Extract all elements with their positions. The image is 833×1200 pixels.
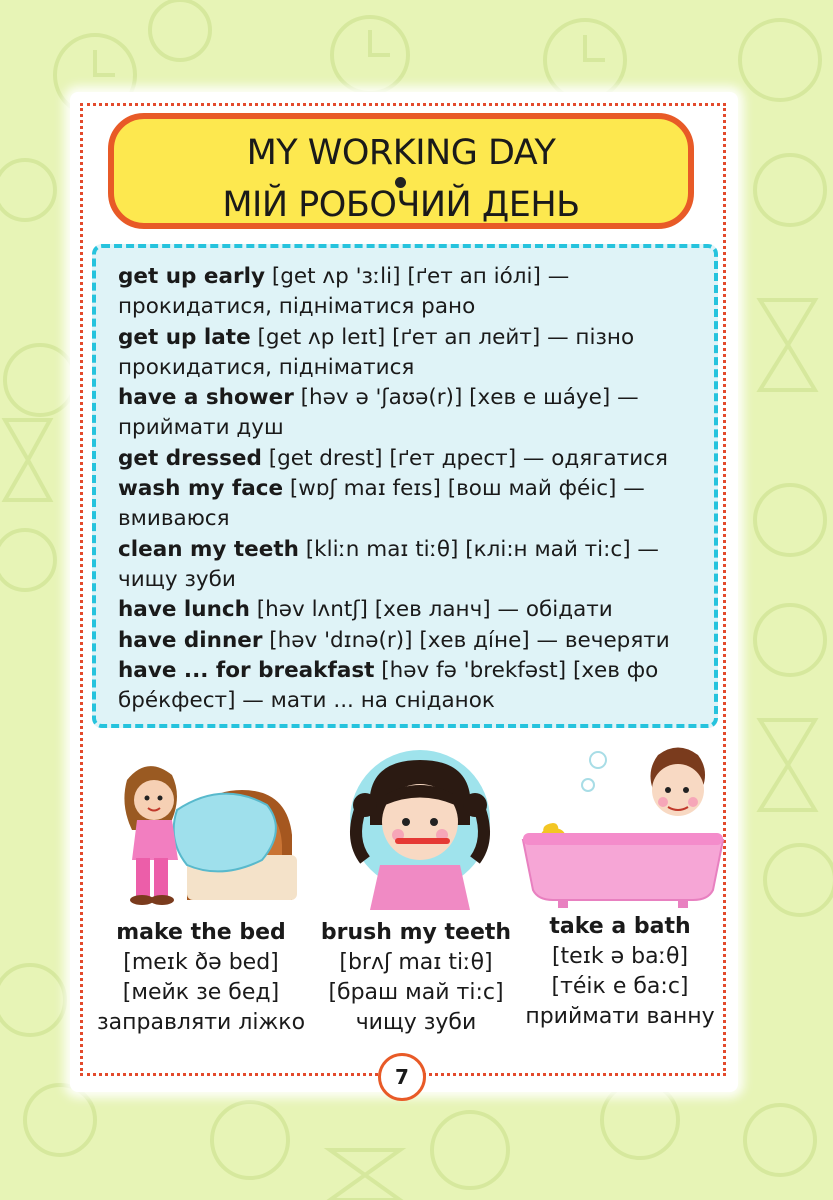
vocab-translation: [get ʌp 'ɜːli] [ґет ап іо́лі] — прокидатися, підніматися рано xyxy=(118,264,570,320)
clock-icon xyxy=(745,1105,815,1175)
vocabulary-list xyxy=(118,262,708,716)
page-title-ukrainian: МІЙ РОБОЧИЙ ДЕНЬ xyxy=(222,185,580,225)
clock-icon xyxy=(755,605,825,675)
vocab-item xyxy=(118,262,708,323)
caption-translation: чищу зуби xyxy=(355,1010,477,1035)
hourglass-icon xyxy=(330,1150,400,1200)
vocab-translation: [get ʌp leɪt] [ґет ап лейт] — пізно прокидатися, підніматися xyxy=(118,324,635,380)
clock-icon xyxy=(0,160,55,220)
vocab-phrase: have a shower xyxy=(118,385,294,411)
vocab-item xyxy=(118,535,708,596)
vocab-item xyxy=(118,474,708,535)
vocab-item xyxy=(118,656,708,717)
vocab-translation: [həv lʌntʃ] [хев ланч] — обідати xyxy=(249,597,613,623)
clock-icon xyxy=(432,1112,508,1188)
clock-icon xyxy=(212,1102,288,1178)
caption-make-the-bed xyxy=(92,918,310,1038)
vocab-item xyxy=(118,444,708,474)
hourglass-icon xyxy=(760,720,815,810)
vocabulary-box xyxy=(92,244,718,728)
vocab-item xyxy=(118,626,708,656)
caption-take-a-bath xyxy=(516,912,724,1032)
caption-ipa: [teɪk ə baːθ] xyxy=(551,944,689,969)
caption-ipa: [meɪk ðə bed] xyxy=(123,950,279,975)
caption-reading: [те́ік е ба:с] xyxy=(551,974,689,999)
vocab-translation: [kliːn maɪ tiːθ] [клі:н май ті:с] — чищу зуби xyxy=(118,536,659,592)
page-number: 7 xyxy=(378,1053,426,1101)
page-title: MY WORKING DAY xyxy=(246,133,556,173)
vocab-translation: [wɒʃ maɪ feɪs] [вош май фе́іс] — вмиваюся xyxy=(118,476,645,532)
clock-icon xyxy=(150,0,210,60)
caption-reading: [мейк зе бед] xyxy=(122,980,280,1005)
vocab-item xyxy=(118,383,708,444)
vocab-translation: [get drest] [ґет дрест] — одягатися xyxy=(261,445,668,471)
vocab-phrase: get up early xyxy=(118,264,265,289)
clock-icon xyxy=(332,17,408,93)
vocab-translation: [həv 'dɪnə(r)] [хев ді́не] — вечеряти xyxy=(262,627,670,653)
vocab-item xyxy=(118,323,708,384)
vocab-phrase: wash my face xyxy=(118,476,284,502)
hourglass-icon xyxy=(5,420,50,500)
make-the-bed-illustration xyxy=(92,750,312,910)
caption-title: brush my teeth xyxy=(320,920,512,945)
caption-translation: заправляти ліжко xyxy=(96,1010,306,1035)
caption-title: take a bath xyxy=(549,914,691,939)
vocab-phrase: have ... for breakfast xyxy=(118,657,375,683)
clock-icon xyxy=(755,155,825,225)
clock-icon xyxy=(740,20,820,100)
clock-icon xyxy=(602,1082,678,1158)
vocab-item xyxy=(118,595,708,625)
vocab-translation: [həv fə 'brekfəst] [хев фо бре́кфест] — мати ... на сніданок xyxy=(118,657,659,714)
clock-icon xyxy=(755,485,825,555)
clock-icon xyxy=(5,345,75,415)
clock-icon xyxy=(0,965,65,1035)
clock-icon xyxy=(0,530,55,590)
vocab-phrase: get dressed xyxy=(118,445,262,471)
caption-reading: [браш май ті:с] xyxy=(328,980,504,1005)
caption-brush-my-teeth xyxy=(320,918,512,1038)
clock-icon xyxy=(25,1085,95,1155)
vocab-translation: [həv ə 'ʃaʊə(r)] [хев е ша́уе] — приймати душ xyxy=(118,385,639,441)
vocab-phrase: have lunch xyxy=(118,597,250,623)
vocab-phrase: clean my teeth xyxy=(118,536,299,562)
vocab-phrase: have dinner xyxy=(118,627,263,653)
hourglass-icon xyxy=(760,300,815,390)
clock-icon xyxy=(545,20,625,100)
brush-teeth-illustration xyxy=(340,750,500,910)
caption-ipa: [brʌʃ maɪ tiːθ] xyxy=(339,950,493,975)
title-banner xyxy=(108,113,694,229)
caption-title: make the bed xyxy=(116,920,286,945)
clock-icon xyxy=(765,845,833,915)
vocab-phrase: get up late xyxy=(118,324,251,350)
take-a-bath-illustration xyxy=(518,745,728,910)
caption-translation: приймати ванну xyxy=(525,1004,715,1029)
